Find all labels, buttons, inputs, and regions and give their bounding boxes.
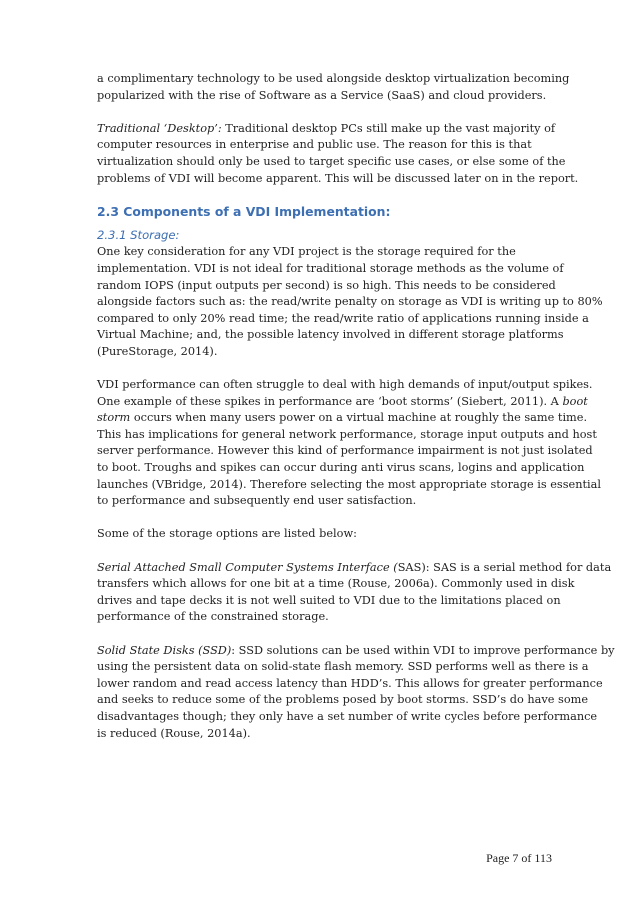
text-fragment: : SSD solutions can be used within VDI to improve performance by <box>231 643 615 657</box>
text-line <box>97 643 615 660</box>
text-line <box>97 560 612 577</box>
text-line: disadvantages though; they only have a set number of write cycles before performance <box>97 709 598 723</box>
text-line: is reduced (Rouse, 2014a). <box>97 726 251 740</box>
text-line: lower random and read access latency than HDD’s. This allows for greater performance <box>97 676 603 690</box>
page-number: Page 7 of 113 <box>486 851 552 865</box>
text-line: launches (VBridge, 2014). Therefore selecting the most appropriate storage is essential <box>97 477 601 491</box>
text-fragment: ): SAS is a serial method for data <box>421 560 612 574</box>
text-line: alongside factors such as: the read/write penalty on storage as VDI is writing up to 80% <box>97 295 603 309</box>
text-line: problems of VDI will become apparent. This will be discussed later on in the report. <box>97 171 579 185</box>
subsection-heading: 2.3.1 Storage: <box>97 228 180 243</box>
text-fragment: One example of these spikes in performance are ‘boot storms’ (Siebert, 2011). A <box>97 394 563 408</box>
sas-paragraph <box>97 560 612 626</box>
text-line: transfers which allows for one bit at a time (Rouse, 2006a). Commonly used in disk <box>97 577 575 591</box>
text-line: drives and tape decks it is not well suited to VDI due to the limitations placed on <box>97 593 561 607</box>
performance-paragraph <box>97 377 601 510</box>
text-line: server performance. However this kind of performance impairment is not just isolated <box>97 444 593 458</box>
text-fragment: Traditional desktop PCs still make up the vast majority of <box>221 121 556 135</box>
text-line: to performance and subsequently end user satisfaction. <box>97 494 417 508</box>
text-line: computer resources in enterprise and public use. The reason for this is that <box>97 138 532 152</box>
sas-abbrev: SAS <box>397 560 422 574</box>
text-line: random IOPS (input outputs per second) is so high. This needs to be considered <box>97 278 556 292</box>
text-line: a complimentary technology to be used alongside desktop virtualization becoming <box>97 72 570 85</box>
text-line: This has implications for general network performance, storage input outputs and host <box>97 427 597 441</box>
text-line: implementation. VDI is not ideal for traditional storage methods as the volume of <box>97 261 564 275</box>
intro-paragraph <box>97 71 570 104</box>
text-line: and seeks to reduce some of the problems posed by boot storms. SSD’s do have some <box>97 693 589 707</box>
text-line <box>97 410 588 427</box>
storage-paragraph <box>97 244 603 360</box>
ssd-term: Solid State Disks (SSD) <box>97 643 232 657</box>
sas-term: Serial Attached Small Computer Systems Interface ( <box>97 560 398 574</box>
text-line: VDI performance can often struggle to deal with high demands of input/output spikes. <box>97 378 593 392</box>
text-line: compared to only 20% read time; the read/write ratio of applications running inside a <box>97 311 589 325</box>
text-line: Some of the storage options are listed below: <box>97 527 357 541</box>
text-line: performance of the constrained storage. <box>97 610 329 624</box>
page-body <box>97 71 615 759</box>
text-line: (PureStorage, 2014). <box>97 344 218 358</box>
text-fragment: occurs when many users power on a virtual machine at roughly the same time. <box>130 411 588 425</box>
options-intro-paragraph <box>97 526 549 543</box>
section-heading: 2.3 Components of a VDI Implementation: <box>97 203 391 219</box>
text-line <box>97 394 588 411</box>
text-line: virtualization should only be used to target specific use cases, or else some of the <box>97 154 566 168</box>
text-line: to boot. Troughs and spikes can occur during anti virus scans, logins and application <box>97 461 585 475</box>
text-line: One key consideration for any VDI project is the storage required for the <box>97 245 516 259</box>
ssd-paragraph <box>97 643 615 743</box>
text-line: popularized with the rise of Software as a Service (SaaS) and cloud providers. <box>97 88 547 102</box>
emphasis-term: storm <box>97 411 131 425</box>
traditional-term: Traditional ‘Desktop’: <box>97 121 222 135</box>
traditional-desktop-paragraph <box>97 121 579 187</box>
text-line: using the persistent data on solid-state flash memory. SSD performs well as there is a <box>97 660 589 674</box>
text-line: Virtual Machine; and, the possible latency involved in different storage platforms <box>97 328 564 342</box>
text-line <box>97 121 556 138</box>
emphasis-term: boot <box>562 394 588 408</box>
